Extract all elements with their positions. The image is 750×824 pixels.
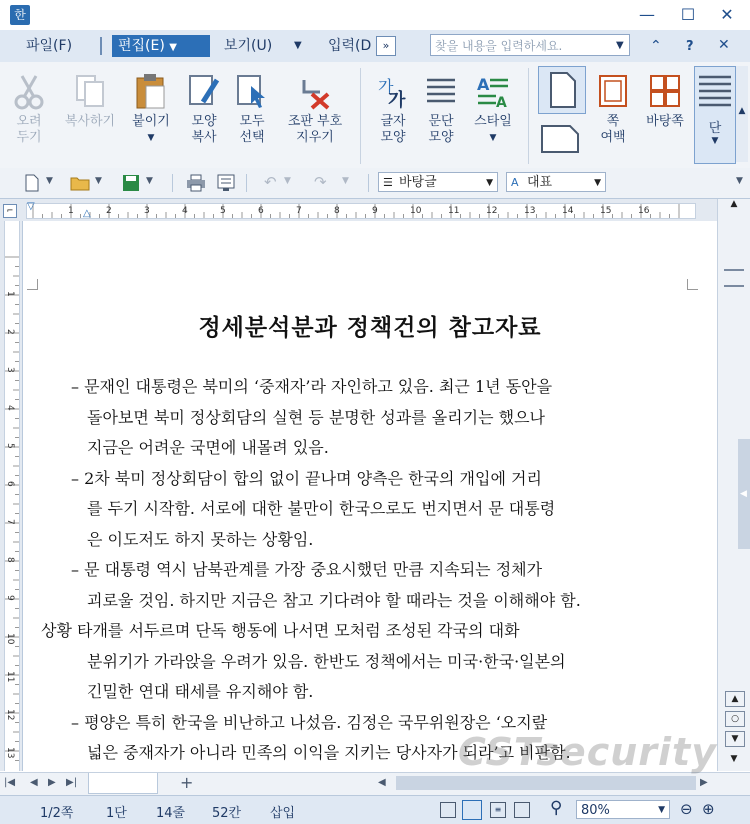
chevron-down-icon: ▼ [169, 42, 177, 53]
paste-button[interactable] [124, 70, 178, 146]
normal-view-icon[interactable] [440, 802, 456, 818]
ruler-number: 6 [258, 206, 264, 216]
vertical-ruler[interactable] [0, 221, 23, 771]
para-shape-label-1: 문단 [428, 114, 454, 129]
chevron-down-icon[interactable]: ▼ [46, 176, 53, 186]
ribbon-scroll[interactable] [736, 66, 748, 162]
background-page-label: 바탕쪽 [646, 114, 684, 129]
print-icon[interactable] [186, 174, 206, 192]
style-button[interactable] [464, 70, 522, 146]
margin-corner-tr [687, 279, 698, 290]
cut-label-1: 오려 [16, 114, 42, 129]
toolbar-more-icon[interactable]: ▼ [736, 176, 743, 186]
chevron-down-icon: ▼ [489, 133, 497, 143]
svg-text:A: A [477, 75, 490, 94]
column-button[interactable] [694, 66, 736, 164]
toolbar-separator [246, 174, 247, 192]
zoom-in-icon[interactable]: ⊕ [702, 800, 715, 818]
maximize-icon[interactable]: ☐ [680, 5, 696, 24]
page-icon [539, 67, 585, 113]
status-col: 52칸 [212, 806, 242, 821]
scissors-icon [12, 72, 46, 110]
vruler-number: 9 [5, 595, 15, 601]
format-brush-icon [187, 72, 221, 110]
chevron-down-icon: ▼ [594, 178, 601, 188]
chevron-down-icon[interactable]: ▼ [342, 176, 349, 186]
clear-code-icon [298, 72, 332, 110]
menu-edit-label: 편집(E) [118, 38, 165, 54]
next-tab-icon[interactable]: ▶ [48, 777, 56, 788]
column-label: 단 [708, 121, 722, 136]
status-bar [0, 795, 750, 824]
scroll-down-icon[interactable]: ▼ [730, 754, 738, 764]
ribbon-separator [528, 68, 529, 164]
clipboard-icon [134, 72, 168, 110]
landscape-page-icon [540, 122, 580, 156]
document-line: 분위기가 가라앉을 우려가 있음. 한반도 정책에서는 미국·한국·일본의 [87, 651, 566, 671]
char-shape-label-2: 모양 [380, 130, 406, 145]
document-title: 정세분석분과 정책건의 참고자료 [198, 315, 542, 341]
scroll-right-icon[interactable]: ▶ [700, 777, 708, 788]
vruler-scale [4, 221, 20, 771]
menu-separator [100, 37, 102, 55]
copy-icon [73, 72, 107, 110]
close-doc-icon[interactable]: ✕ [718, 37, 730, 53]
copy-button[interactable] [58, 70, 122, 130]
format-copy-label-1: 모양 [191, 114, 217, 129]
document-line: – 평양은 특히 한국을 비난하고 나섰음. 김정은 국무위원장은 ‘오지랖 [71, 712, 548, 732]
close-icon[interactable]: ✕ [720, 5, 734, 24]
chevron-down-icon: ▼ [147, 133, 155, 143]
clear-code-label-1: 조판 부호 [287, 114, 343, 129]
find-object-icon[interactable]: ○ [725, 711, 745, 727]
para-shape-label-2: 모양 [428, 130, 454, 145]
open-folder-icon[interactable] [70, 175, 90, 191]
status-column: 1단 [106, 806, 127, 821]
watermark-logo: CSTsecurity [458, 730, 717, 774]
font-icon: A [511, 176, 519, 189]
search-dropdown-icon[interactable]: ▼ [616, 40, 624, 51]
ruler-number: 15 [600, 206, 612, 216]
chevron-up-icon: ▲ [738, 106, 746, 116]
collapse-panel-icon[interactable]: ◀ [740, 489, 747, 499]
svg-text:가: 가 [378, 77, 394, 96]
vruler-number: 4 [5, 405, 15, 411]
select-all-label-1: 모두 [239, 114, 265, 129]
chevron-down-icon: ▼ [486, 178, 493, 188]
cut-label-2: 두기 [16, 130, 42, 145]
ruler-scale [26, 203, 696, 219]
toolbar-separator [172, 174, 173, 192]
redo-icon[interactable]: ↷ [314, 173, 327, 191]
hscroll-thumb[interactable] [396, 776, 696, 790]
vruler-number: 10 [5, 633, 15, 645]
document-line: 상황 타개를 서두르며 단독 행동에 나서면 모처럼 조성된 각국의 대화 [41, 621, 520, 640]
page-margin-label-2: 여백 [600, 130, 626, 145]
left-indent-marker-icon[interactable]: △ [83, 208, 91, 219]
style-label: 스타일 [474, 114, 512, 129]
ruler-number: 1 [68, 206, 74, 216]
char-shape-label-1: 글자 [380, 114, 406, 129]
document-line: 지금은 어려운 국면에 내몰려 있음. [87, 438, 329, 457]
document-line: 를 두기 시작함. 서로에 대한 불만이 한국으로도 번지면서 문 대통령 [87, 499, 556, 518]
document-line: 괴로울 것임. 하지만 지금은 참고 기다려야 할 때라는 것을 이해해야 함. [87, 590, 581, 610]
zoom-value: 80% [581, 803, 610, 818]
page-margin-icon [596, 72, 630, 110]
char-shape-icon [376, 72, 410, 110]
background-page-button[interactable] [638, 70, 692, 130]
document-page[interactable] [23, 221, 717, 771]
app-icon: 한 [10, 5, 30, 25]
search-input[interactable]: 찾을 내용을 입력하세요. [430, 34, 630, 56]
paste-label: 붙이기 [132, 114, 170, 129]
ruler-number: 9 [372, 206, 378, 216]
document-line: – 2차 북미 정상회담이 합의 없이 끝나며 양측은 한국의 개입에 거리 [71, 468, 542, 488]
menu-bar [0, 30, 750, 63]
document-line: – 문재인 대통령은 북미의 ‘중재자’라 자인하고 있음. 최근 1년 동안을 [71, 377, 553, 396]
quick-toolbar [0, 168, 750, 199]
para-shape-icon [424, 72, 458, 110]
page-orientation-button[interactable] [540, 122, 580, 156]
vruler-number: 11 [5, 671, 15, 683]
style-select-value: 바탕글 [399, 175, 437, 190]
paragraph-style-icon: ☰ [383, 176, 393, 189]
web-view-icon[interactable] [514, 802, 530, 818]
new-document-icon[interactable] [24, 174, 40, 192]
ruler-number: 3 [144, 206, 150, 216]
draft-view-icon[interactable]: ≡ [490, 802, 506, 818]
vruler-number: 1 [5, 291, 15, 297]
style-icon [476, 72, 510, 110]
last-tab-icon[interactable]: ▶| [66, 777, 78, 788]
ribbon-separator [360, 68, 361, 164]
page-down-icon[interactable]: ▼ [725, 731, 745, 747]
background-page-icon [648, 72, 682, 110]
font-select[interactable] [506, 172, 606, 192]
menu-file[interactable]: 파일(F) [26, 38, 73, 54]
ribbon [0, 62, 750, 169]
split-view-icon[interactable] [724, 269, 744, 287]
document-tab[interactable] [88, 773, 158, 794]
vruler-number: 5 [5, 443, 15, 449]
clear-code-label-2: 지우기 [296, 130, 334, 145]
vruler-number: 6 [5, 481, 15, 487]
ruler-number: 8 [334, 206, 340, 216]
tab-type-icon[interactable]: ⌐ [3, 204, 17, 218]
ruler-number: 2 [106, 206, 112, 216]
chevron-down-icon: ▼ [711, 136, 719, 146]
format-copy-button[interactable] [177, 70, 231, 146]
ruler-number: 11 [448, 206, 460, 216]
ruler-number: 5 [220, 206, 226, 216]
chevron-down-icon[interactable]: ▼ [146, 176, 153, 186]
first-indent-marker-icon[interactable]: ▽ [27, 201, 35, 212]
document-line: 돌아보면 북미 정상회담의 실현 등 분명한 성과를 올리기는 했으나 [87, 407, 546, 427]
format-copy-label-2: 복사 [191, 130, 217, 145]
ruler-ticks [27, 204, 695, 218]
horizontal-ruler[interactable] [0, 199, 735, 222]
margin-corner-tl [27, 279, 38, 290]
char-shape-button[interactable] [366, 70, 420, 146]
more-menus-icon[interactable]: » [376, 36, 396, 56]
page-up-icon[interactable]: ▲ [725, 691, 745, 707]
page-view-icon[interactable] [462, 800, 482, 820]
copy-label: 복사하기 [64, 114, 116, 129]
zoom-icon[interactable]: ⚲ [550, 798, 563, 818]
ruler-number: 12 [486, 206, 498, 216]
ruler-number: 10 [410, 206, 422, 216]
title-bar [0, 0, 750, 30]
menu-input[interactable]: 입력(D [328, 38, 372, 54]
vruler-ticks [5, 221, 19, 771]
select-all-icon [235, 72, 269, 110]
vruler-number: 13 [5, 747, 15, 759]
page-setup-button[interactable] [538, 66, 586, 114]
status-page: 1/2쪽 [40, 806, 74, 821]
status-insert-mode[interactable]: 삽입 [270, 806, 296, 821]
chevron-down-icon[interactable]: ▼ [284, 176, 291, 186]
select-all-label-2: 선택 [239, 130, 265, 145]
vruler-number: 7 [5, 519, 15, 525]
status-line: 14줄 [156, 806, 186, 821]
vruler-number: 3 [5, 367, 15, 373]
style-select[interactable] [378, 172, 498, 192]
collapse-ribbon-icon[interactable]: ⌃ [650, 38, 662, 54]
svg-text:가: 가 [388, 90, 406, 110]
zoom-select[interactable] [576, 800, 670, 819]
scroll-up-icon[interactable]: ▲ [730, 199, 738, 209]
prev-tab-icon[interactable]: ◀ [30, 777, 38, 788]
vertical-scrollbar[interactable] [717, 199, 750, 771]
vruler-number: 8 [5, 557, 15, 563]
document-line: 넓은 중재자가 아니라 민족의 이익을 지키는 당사자가 되라’고 비판함. [87, 743, 571, 762]
save-icon[interactable] [122, 174, 140, 192]
minimize-icon[interactable]: — [639, 5, 655, 24]
menu-view[interactable]: 보기(U) [224, 38, 273, 54]
ruler-number: 16 [638, 206, 650, 216]
page-margin-label-1: 쪽 [606, 114, 620, 129]
clear-code-button[interactable] [280, 70, 350, 146]
ruler-number: 4 [182, 206, 188, 216]
ruler-number: 7 [296, 206, 302, 216]
select-all-button[interactable] [225, 70, 279, 146]
chevron-down-icon: ▼ [658, 805, 665, 815]
menu-edit[interactable] [112, 35, 210, 57]
ruler-number: 13 [524, 206, 536, 216]
chevron-down-icon[interactable]: ▼ [95, 176, 102, 186]
vruler-number: 2 [5, 329, 15, 335]
svg-text:A: A [496, 95, 507, 110]
font-select-value: 대표 [527, 175, 553, 190]
first-tab-icon[interactable]: |◀ [4, 777, 16, 788]
print-preview-icon[interactable] [216, 174, 236, 192]
chevron-down-icon[interactable]: ▼ [294, 40, 302, 51]
column-icon [695, 67, 735, 113]
help-icon[interactable]: ? [686, 39, 694, 54]
zoom-out-icon[interactable]: ⊖ [680, 800, 693, 818]
cut-button[interactable] [2, 70, 56, 146]
document-line: 은 이도저도 하지 못하는 상황임. [87, 529, 314, 549]
horizontal-scrollbar[interactable] [0, 772, 750, 795]
para-shape-button[interactable] [414, 70, 468, 146]
ruler-number: 14 [562, 206, 574, 216]
scroll-left-icon[interactable]: ◀ [378, 777, 386, 788]
document-line: – 문 대통령 역시 남북관계를 가장 중요시했던 만큼 지속되는 정체가 [71, 560, 543, 579]
undo-icon[interactable]: ↶ [264, 173, 277, 191]
page-margin-button[interactable] [586, 70, 640, 146]
document-line: 긴밀한 연대 태세를 유지해야 함. [87, 682, 314, 701]
add-tab-button[interactable]: + [180, 773, 194, 792]
toolbar-separator [368, 174, 369, 192]
vruler-number: 12 [5, 709, 15, 721]
